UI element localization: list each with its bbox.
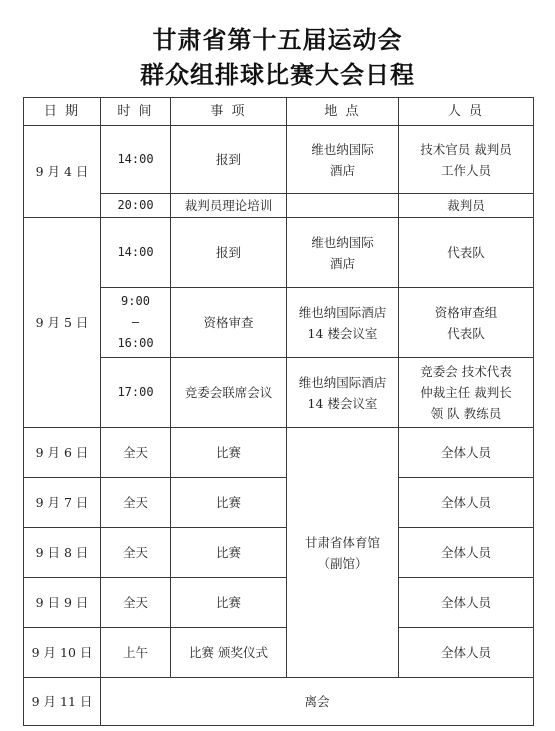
header-item: 事 项 — [171, 98, 287, 126]
place-cell — [287, 288, 399, 358]
table-row — [24, 428, 534, 478]
place-cell — [287, 218, 399, 288]
header-row — [24, 98, 534, 126]
item-cell: 比赛 — [171, 528, 287, 578]
time-cell — [101, 288, 171, 358]
people-line: 竞委会 技术代表 — [420, 364, 512, 379]
table-row — [24, 194, 534, 218]
place-line: 维也纳国际酒店 — [298, 374, 387, 390]
place-line: 14 楼会议室 — [307, 395, 378, 411]
item-cell: 比赛 — [171, 578, 287, 628]
table-row — [24, 126, 534, 194]
table-row — [24, 578, 534, 628]
table-row — [24, 628, 534, 678]
date-cell: 9 日 9 日 — [24, 578, 101, 628]
people-cell: 全体人员 — [399, 528, 534, 578]
page-title: 甘肃省第十五届运动会 — [152, 26, 403, 54]
date-cell: 9 月 11 日 — [24, 678, 101, 726]
date-cell: 9 月 6 日 — [24, 428, 101, 478]
people-line: 仲裁主任 裁判长 — [420, 385, 512, 400]
header-time: 时 间 — [101, 98, 171, 126]
date-cell: 9 月 4 日 — [24, 126, 101, 218]
item-cell: 报到 — [171, 126, 287, 194]
table-row — [24, 288, 534, 358]
people-cell: 全体人员 — [399, 478, 534, 528]
time-cell: 上午 — [101, 628, 171, 678]
people-cell: 裁判员 — [399, 194, 534, 218]
date-cell: 9 月 10 日 — [24, 628, 101, 678]
table-row — [24, 678, 534, 726]
item-cell: 比赛 — [171, 478, 287, 528]
place-line: 维也纳国际 — [311, 141, 374, 157]
page-subtitle: 群众组排球比赛大会日程 — [140, 61, 415, 89]
time-cell: 17:00 — [101, 358, 171, 428]
place-line: 维也纳国际 — [311, 234, 374, 250]
people-cell — [399, 358, 534, 428]
time-cell: 全天 — [101, 478, 171, 528]
people-line: 工作人员 — [440, 162, 491, 178]
item-cell: 裁判员理论培训 — [171, 194, 287, 218]
venue-line: （副馆） — [317, 555, 368, 571]
item-cell: 比赛 — [171, 428, 287, 478]
time-cell: 全天 — [101, 528, 171, 578]
place-line: 酒店 — [329, 255, 355, 271]
people-cell: 全体人员 — [399, 628, 534, 678]
time-cell: 14:00 — [101, 218, 171, 288]
place-line: 酒店 — [329, 162, 355, 178]
people-line: 领 队 教练员 — [430, 406, 502, 421]
people-cell: 全体人员 — [399, 578, 534, 628]
schedule-table — [23, 97, 534, 726]
people-cell: 代表队 — [399, 218, 534, 288]
table-row — [24, 478, 534, 528]
people-line: 代表队 — [447, 325, 485, 341]
time-line: 16:00 — [117, 336, 154, 350]
people-line: 技术官员 裁判员 — [420, 141, 512, 157]
table-row — [24, 528, 534, 578]
header-date: 日 期 — [24, 98, 101, 126]
place-cell — [287, 358, 399, 428]
people-cell — [399, 288, 534, 358]
time-line: 9:00 — [121, 294, 150, 308]
item-cell: 比赛 颁奖仪式 — [171, 628, 287, 678]
time-cell: 20:00 — [101, 194, 171, 218]
item-cell: 离会 — [101, 678, 534, 726]
time-cell: 全天 — [101, 578, 171, 628]
item-cell: 资格审查 — [171, 288, 287, 358]
header-place: 地 点 — [287, 98, 399, 126]
item-cell: 竞委会联席会议 — [171, 358, 287, 428]
place-line: 14 楼会议室 — [307, 325, 378, 341]
table-row — [24, 358, 534, 428]
time-cell: 14:00 — [101, 126, 171, 194]
place-line: 维也纳国际酒店 — [298, 304, 387, 320]
people-line: 资格审查组 — [434, 304, 498, 320]
table-row — [24, 218, 534, 288]
time-line: — — [131, 315, 140, 329]
people-cell — [399, 126, 534, 194]
venue-line: 甘肃省体育馆 — [304, 534, 380, 550]
item-cell: 报到 — [171, 218, 287, 288]
header-people: 人 员 — [399, 98, 534, 126]
date-cell: 9 月 7 日 — [24, 478, 101, 528]
venue-cell — [287, 428, 399, 678]
date-cell: 9 日 8 日 — [24, 528, 101, 578]
place-cell — [287, 126, 399, 194]
place-cell — [287, 194, 399, 218]
people-cell: 全体人员 — [399, 428, 534, 478]
date-cell: 9 月 5 日 — [24, 218, 101, 428]
time-cell: 全天 — [101, 428, 171, 478]
